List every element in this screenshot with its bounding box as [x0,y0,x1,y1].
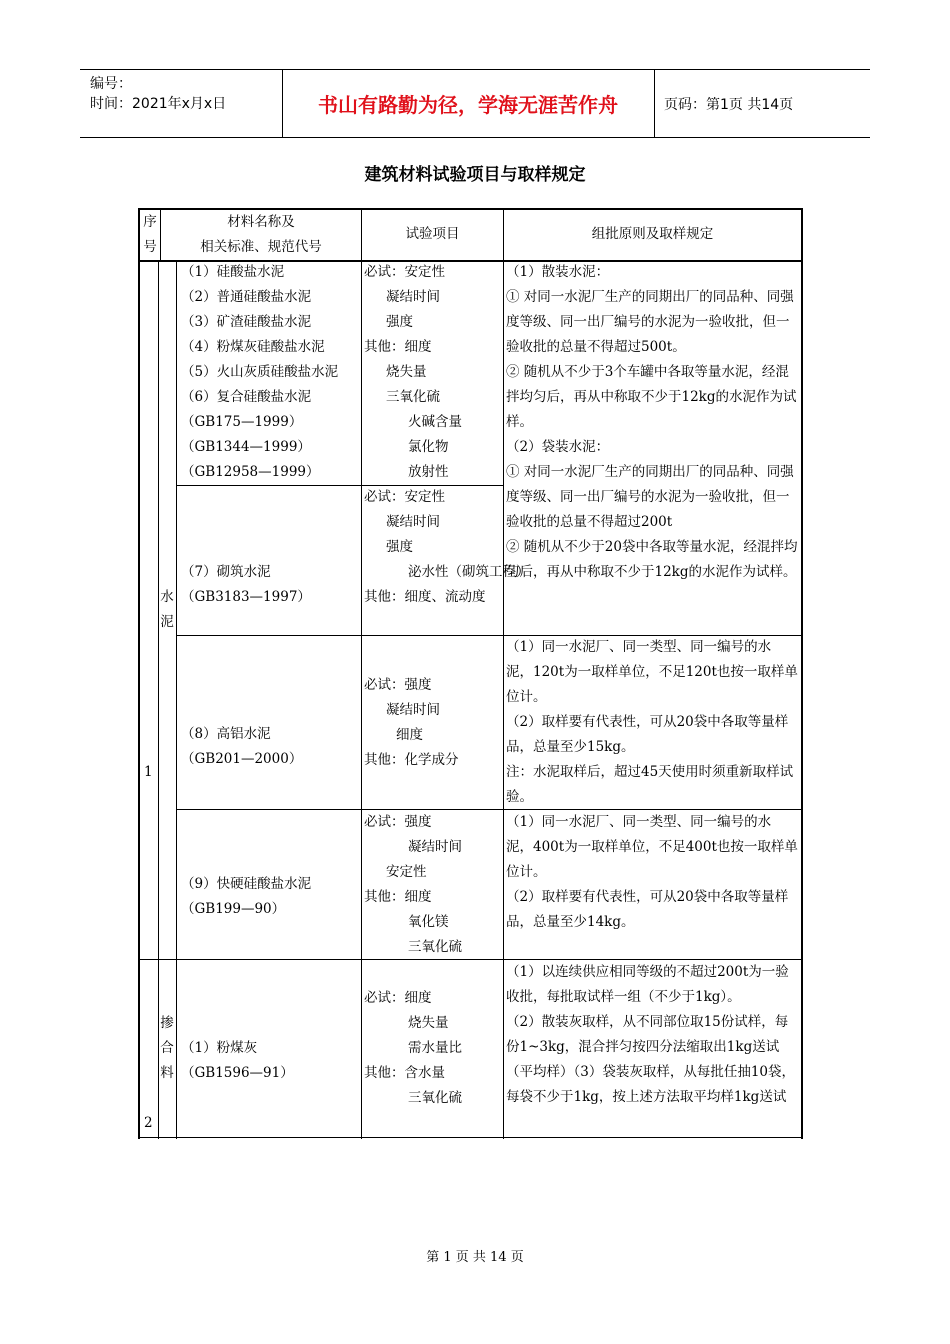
material-list: （7）砌筑水泥 （GB3183—1997） [181,564,311,605]
test-list: 必试：强度 凝结时间 细度 其他：化学成分 [364,677,459,768]
material-list: （9）快硬硅酸盐水泥 （GB199—90） [181,876,312,917]
header-meta [90,74,226,114]
test-table [138,208,803,1139]
time-label: 时间：2021年x月x日 [90,96,227,112]
rules-text: （1）散装水泥： ① 对同一水泥厂生产的同期出厂的同品种、同强度等级、同一出厂编号的水泥为一验收批，但一验收批的总量不得超过500t。 ② 随机从不少于3个车罐中各取等量水泥，经混拌均匀后，再从中称取不少于12kg的水泥作为试样。 （2）袋装水泥： ① 对同一水泥厂生产的同期出厂的同品种、同强度等级、同一出厂编号的水泥为一验收批，但一验收批的总量不得超过200t ② 随机从不少于20袋中各取等量水泥，经混拌均匀后，再从中称取不少于12kg的水泥作为试样。 [506,264,798,580]
test-list: 必试：安定性 凝结时间 强度 其他：细度 烧失量 三氧化硫 火碱含量 氯化物 放射性 [364,264,462,480]
table-border [158,260,159,1139]
row-seq: 1 [144,764,153,780]
header-tests: 试验项目 [405,226,460,242]
rules-text: （1）同一水泥厂、同一类型、同一编号的水泥，400t为一取样单位，不足400t也按一取样单位计。 （2）取样要有代表性，可从20袋中各取等量样品，总量至少14kg。 [506,814,798,930]
row-category: 掺 合 料 [160,1015,174,1081]
test-list: 必试：细度 烧失量 需水量比 其他：含水量 三氧化硫 [364,990,462,1106]
column-rule [503,208,504,1139]
document-title: 建筑材料试验项目与取样规定 [364,165,586,185]
header-page-info: 页码：第1页 共14页 [664,96,794,113]
material-list: （8）高铝水泥 （GB201—2000） [181,726,303,767]
number-label: 编号： [90,76,132,92]
test-list: 必试：安定性 凝结时间 强度 泌水性（砌筑工程） 其他：细度、流动度 [364,489,530,605]
table-border [138,208,140,1139]
column-rule [361,208,362,1139]
table-border [138,1137,803,1138]
material-list: （1）硅酸盐水泥 （2）普通硅酸盐水泥 （3）矿渣硅酸盐水泥 （4）粉煤灰硅酸盐水泥 （5）火山灰质硅酸盐水泥 （6）复合硅酸盐水泥 （GB175—1999） （GB1344—1999） （GB12958—1999） [181,264,339,480]
row-seq: 2 [144,1115,153,1131]
header-seq: 序 号 [143,214,157,255]
rules-text: （1）以连续供应相同等级的不超过200t为一验收批，每批取试样一组（不少于1kg）。 （2）散装灰取样，从不同部位取15份试样，每份1~3kg，混合拌匀按四分法缩取出1kg送试（平均样）（3）袋装灰取样，从每批任抽10袋，每袋不少于1kg，按上述方法取平均样1kg送试 [506,964,796,1105]
table-border [801,208,803,1139]
header-material: 材料名称及 相关标准、规范代号 [200,214,322,255]
test-list: 必试：强度 凝结时间 安定性 其他：细度 氧化镁 三氧化硫 [364,814,462,955]
page-header [80,69,870,138]
material-list: （1）粉煤灰 （GB1596—91） [181,1040,294,1081]
header-rules: 组批原则及取样规定 [591,226,714,242]
page-footer: 第 1 页 共 14 页 [426,1250,524,1265]
row-category: 水 泥 [160,589,174,630]
header-divider [654,70,655,137]
rules-text: （1）同一水泥厂、同一类型、同一编号的水泥，120t为一取样单位，不足120t也按一取样单位计。 （2）取样要有代表性，可从20袋中各取等量样品，总量至少15kg。 注：水泥取样后，超过45天使用时须重新取样试验。 [506,639,798,805]
table-border [176,260,177,1139]
header-motto: 书山有路勤为径，学海无涯苦作舟 [318,93,618,117]
